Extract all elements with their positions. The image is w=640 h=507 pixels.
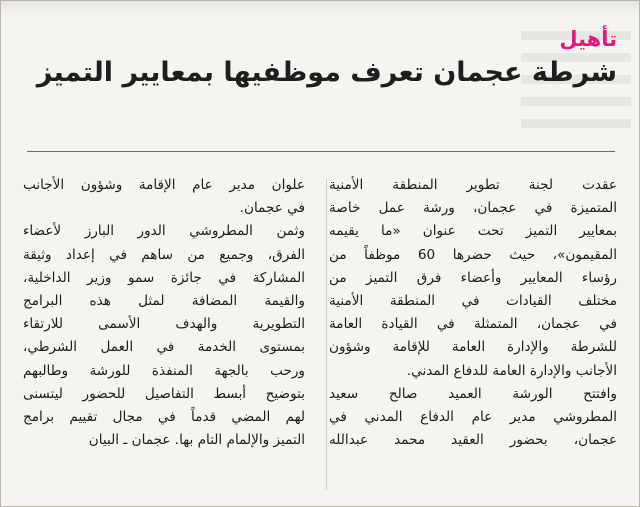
text-line: في عجمان، المتمثلة في القيادة العامة [329, 316, 617, 333]
article-kicker: تأهيل [559, 27, 617, 51]
headline-divider [27, 151, 615, 152]
text-line: الأجانب والإدارة العامة للدفاع المدني. [406, 362, 617, 379]
text-line: بمستوى الخدمة في العمل الشرطي، [23, 339, 305, 356]
text-line: في عجمان. [239, 200, 305, 217]
text-line: عقدت لجنة تطوير المنطقة الأمنية [329, 177, 617, 193]
text-line: علوان مدير عام الإقامة وشؤون الأجانب [23, 177, 305, 193]
text-line: المطروشي مدير عام الدفاع المدني في [329, 409, 617, 426]
text-line: لهم المضي قدماً في مجال تقييم برامج [23, 409, 305, 426]
text-line: المتميزة في عجمان، ورشة عمل خاصة [329, 200, 617, 217]
text-line: بتوضيح أبسط التفاصيل للحضور ليتسنى [23, 385, 305, 402]
text-line: والقيمة المضافة لمثل هذه البرامج [23, 293, 305, 310]
article-column-2 [23, 174, 305, 452]
text-line: التميز والإلمام التام بها. عجمان ـ البيان [88, 432, 305, 449]
column-divider [326, 179, 327, 490]
text-line: ورحب بالجهة المنفذة للورشة وطالبهم [23, 362, 305, 379]
article-column-1 [329, 174, 617, 452]
text-line: بمعايير التميز تحت عنوان «ما يقيمه [329, 223, 617, 240]
page-edge-shadow [1, 1, 639, 15]
article-headline: شرطة عجمان تعرف موظفيها بمعايير التميز [36, 57, 617, 88]
text-line: رؤساء المعايير وأعضاء فرق التميز من [329, 269, 617, 286]
text-line: مختلف القيادات في المنطقة الأمنية [329, 293, 617, 310]
text-line: المشاركة في جائزة سمو وزير الداخلية، [23, 269, 305, 286]
text-line: التطويرية والهدف الأسمى للارتقاء [23, 316, 305, 333]
text-line: للشرطة والإدارة العامة للإقامة وشؤون [329, 339, 617, 356]
text-line: وافتتح الورشة العميد صالح سعيد [329, 385, 617, 402]
text-line: عجمان، بحضور العقيد محمد عبدالله [329, 432, 617, 449]
text-line: المقيمون»، حيث حضرها 60 موظفاً من [329, 246, 617, 263]
text-line: الفرق، وجميع من ساهم في إعداد وثيقة [23, 246, 305, 263]
text-line: وثمن المطروشي الدور البارز لأعضاء [23, 223, 305, 240]
